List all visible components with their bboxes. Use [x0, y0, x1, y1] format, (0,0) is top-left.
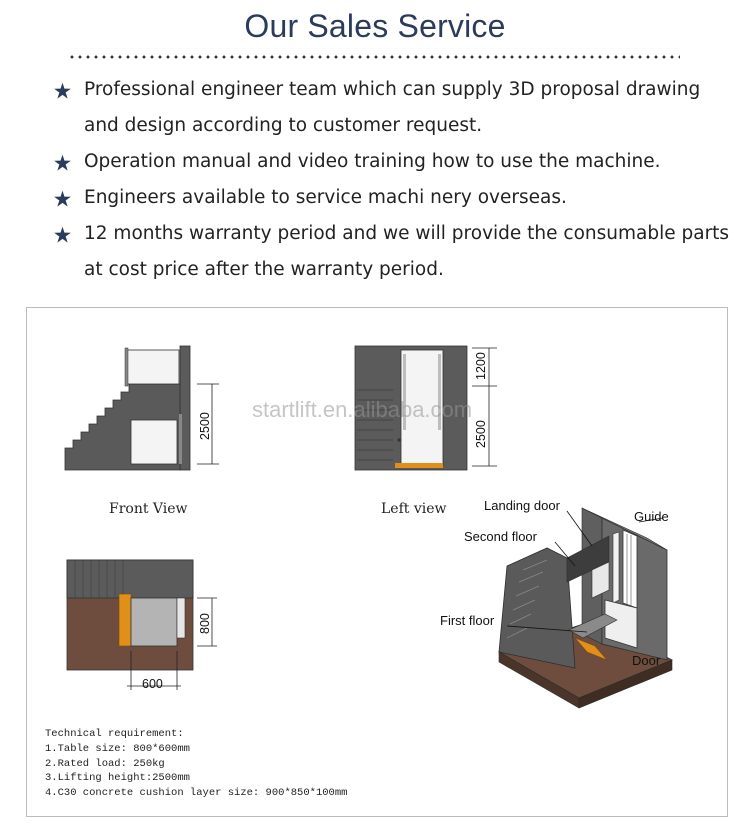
technical-requirements: [45, 727, 347, 801]
first-floor-label: First floor: [440, 613, 495, 628]
left-lower-label: 2500: [474, 420, 488, 448]
tech-item: 2.Rated load: 250kg: [45, 757, 165, 770]
front-height-label: 2500: [198, 412, 212, 440]
tech-item: 1.Table size: 800*600mm: [45, 742, 190, 755]
list-item-text: Professional engineer team which can supply 3D proposal drawing and design according to customer request.: [84, 79, 701, 136]
door-label: Door: [632, 653, 661, 668]
left-upper-label: 1200: [474, 352, 488, 380]
left-view-caption: Left view: [381, 501, 447, 517]
star-icon: [52, 189, 73, 209]
dotted-divider: [68, 54, 680, 60]
page-title: Our Sales Service: [244, 8, 506, 44]
iso-view: [440, 498, 672, 708]
top-view: [67, 560, 217, 691]
list-item: [52, 144, 732, 180]
second-floor-label: Second floor: [464, 529, 537, 544]
landing-door-label: Landing door: [484, 498, 560, 513]
star-icon: [52, 81, 73, 101]
watermark: startlift.en.alibaba.com: [252, 397, 473, 422]
list-item: [52, 216, 732, 288]
left-view: [355, 346, 497, 517]
list-item: [52, 72, 732, 144]
service-list: [52, 72, 732, 288]
front-view: [65, 346, 219, 517]
list-item-text: 12 months warranty period and we will provide the consumable parts at cost price after the warranty period.: [84, 223, 730, 280]
list-item-text: Operation manual and video training how to use the machine.: [84, 151, 661, 172]
guide-label: Guide: [634, 509, 669, 524]
star-icon: [52, 153, 73, 173]
front-view-caption: Front View: [109, 501, 188, 517]
star-icon: [52, 225, 73, 245]
tech-heading: Technical requirement:: [45, 728, 184, 740]
tech-item: 4.C30 concrete cushion layer size: 900*850*100mm: [45, 787, 348, 800]
top-width-label: 600: [142, 677, 163, 691]
list-item: [52, 180, 732, 216]
top-depth-label: 800: [198, 613, 212, 634]
tech-item: 3.Lifting height:2500mm: [45, 772, 190, 785]
list-item-text: Engineers available to service machi nery overseas.: [84, 187, 567, 208]
